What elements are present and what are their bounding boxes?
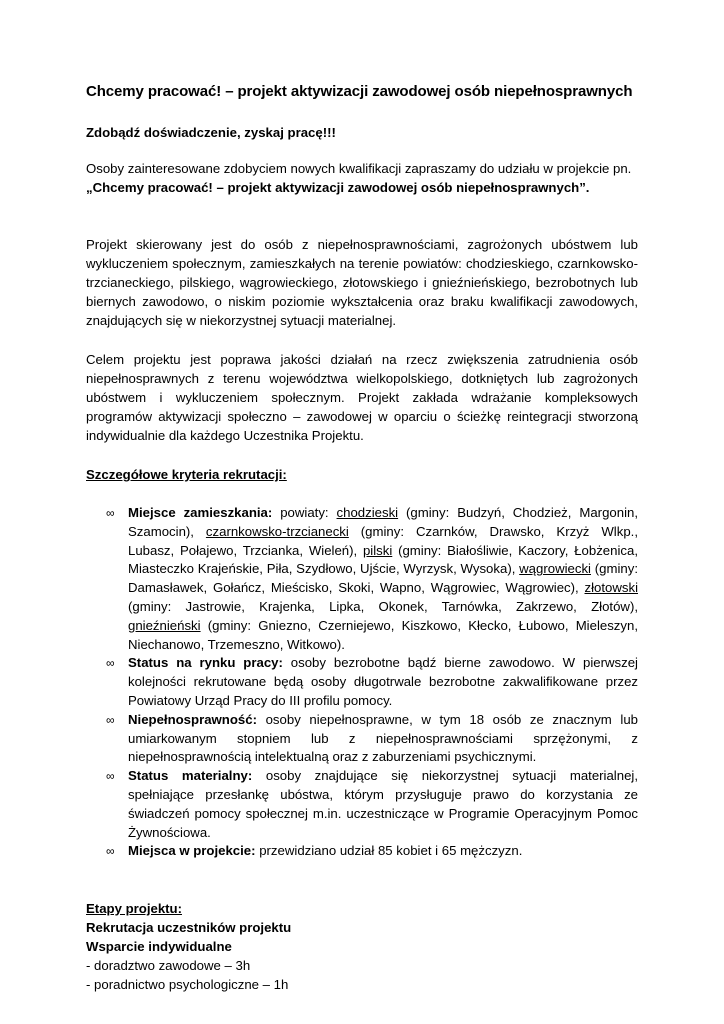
stage-individual-support: Wsparcie indywidualne xyxy=(86,939,232,955)
county-gminas: (gminy: Gniezno, Czerniejewo, Kiszkowo, Kłecko, Łubowo, Mieleszyn, Niechanowo, Trzemeszno, Witkowo). xyxy=(128,617,638,652)
criterion-text: przewidziano udział 85 kobiet i 65 mężczyzn. xyxy=(255,843,523,859)
criterion-label: Status na rynku pracy: xyxy=(128,655,283,671)
county-chodzieski: chodzieski xyxy=(336,505,399,520)
criterion-label: Niepełnosprawność: xyxy=(128,711,257,727)
criterion-label: Miejsce zamieszkania: xyxy=(128,505,273,520)
criterion-disability xyxy=(106,711,638,767)
criterion-text: osoby niepełnosprawne, w tym 18 osób ze znacznym lub umiarkowanym stopniem lub z niepełnosprawnościami sprzężonymi, z niepełnosprawnością intelektualną oraz z zaburzeniami psychicznymi. xyxy=(128,711,638,765)
criterion-label: Miejsca w projekcie: xyxy=(128,843,256,859)
infinity-bullet-icon: ∞ xyxy=(106,656,115,671)
infinity-bullet-icon: ∞ xyxy=(106,712,115,727)
criterion-places xyxy=(106,842,638,861)
county-czarnkowsko-trzcianecki: czarnkowsko-trzcianecki xyxy=(205,523,349,539)
project-goal-paragraph: Celem projektu jest poprawa jakości działań na rzecz zwiększenia zatrudnienia osób niepełnosprawnych z terenu województwa wielkopolskiego, dotkniętych lub zagrożonych ubóstwem i wykluczeniem społecznym. Projekt zakłada wdrażanie kompleksowych programów aktywizacji społeczno – zawodowej w oparciu o ścieżkę reintegracji stworzoną indywidualnie dla każdego Uczestnika Projektu. xyxy=(86,352,638,443)
target-group-paragraph: Projekt skierowany jest do osób z niepełnosprawnościami, zagrożonych ubóstwem lub wykluczeniem społecznym, zamieszkałych na terenie powiatów: chodzieskiego, czarnkowsko-trzcianeckiego, pilskiego, wągrowieckiego, złotowskiego i gnieźnieńskiego, bezrobotnych lub biernych zawodowo, o niskim poziomie wykształcenia oraz braku kwalifikacji zawodowych, znajdujących się w niekorzystnej sytuacji materialnej. xyxy=(86,237,638,328)
support-item: - doradztwo zawodowe – 3h xyxy=(86,958,251,974)
county-gminas: (gminy: Czarnków, Drawsko, Krzyż Wlkp., Lubasz, Połajewo, Trzcianka, Wieleń), xyxy=(128,523,638,558)
criteria-heading: Szczegółowe kryteria rekrutacji: xyxy=(86,467,287,482)
criterion-text: osoby bezrobotne bądź bierne zawodowo. W pierwszej kolejności rekrutowane będą osoby długotrwale bezrobotne zakwalifikowane przez Powiatowy Urząd Pracy do III profilu pomocy. xyxy=(128,655,638,708)
county-gminas: (gminy: Jastrowie, Krajenka, Lipka, Okonek, Tarnówka, Zakrzewo, Złotów), xyxy=(128,598,638,614)
stages-heading: Etapy projektu: xyxy=(86,901,182,917)
criterion-labor-status xyxy=(106,654,638,710)
criterion-residence xyxy=(106,504,638,654)
criteria-list xyxy=(86,504,638,861)
project-stages xyxy=(86,899,638,994)
county-zlotowski: złotowski xyxy=(584,580,638,596)
infinity-bullet-icon: ∞ xyxy=(106,769,115,784)
tagline: Zdobądź doświadczenie, zyskaj pracę!!! xyxy=(86,125,336,140)
criterion-material-status xyxy=(106,767,638,842)
criterion-text: powiaty: xyxy=(272,505,337,520)
infinity-bullet-icon: ∞ xyxy=(106,844,115,859)
support-item: - poradnictwo psychologiczne – 1h xyxy=(86,977,289,993)
county-gnieznienski: gnieźnieński xyxy=(128,617,201,633)
criterion-label: Status materialny: xyxy=(128,768,253,784)
county-gminas: (gminy: Białośliwie, Kaczory, Łobżenica, Miasteczko Krajeńskie, Piła, Szydłowo, Ujście, Wyrzysk, Wysoka), xyxy=(128,542,638,577)
stage-recruitment: Rekrutacja uczestników projektu xyxy=(86,920,292,936)
county-pilski: pilski xyxy=(362,542,393,558)
intro-paragraph xyxy=(86,159,638,197)
intro-project-name: „Chcemy pracować! – projekt aktywizacji zawodowej osób niepełnosprawnych”. xyxy=(86,180,590,195)
county-gminas: (gminy: Damasławek, Gołańcz, Mieścisko, Skoki, Wapno, Wągrowiec, Wągrowiec), xyxy=(128,561,638,596)
document-title: Chcemy pracować! – projekt aktywizacji zawodowej osób niepełnosprawnych xyxy=(86,83,633,100)
intro-text: Osoby zainteresowane zdobyciem nowych kwalifikacji zapraszamy do udziału w projekcie pn. xyxy=(86,161,632,176)
criterion-text: osoby znajdujące się niekorzystnej sytuacji materialnej, spełniające przesłankę ubóstwa, którym przysługuje prawo do korzystania ze świadczeń pomocy społecznej m.in. uczestniczące w Programie Operacyjnym Pomoc Żywnościowa. xyxy=(128,768,638,840)
county-gminas: (gminy: Budzyń, Chodzież, Margonin, Szamocin), xyxy=(128,505,638,539)
county-wagrowiecki: wągrowiecki xyxy=(519,561,591,577)
infinity-bullet-icon: ∞ xyxy=(106,506,115,520)
